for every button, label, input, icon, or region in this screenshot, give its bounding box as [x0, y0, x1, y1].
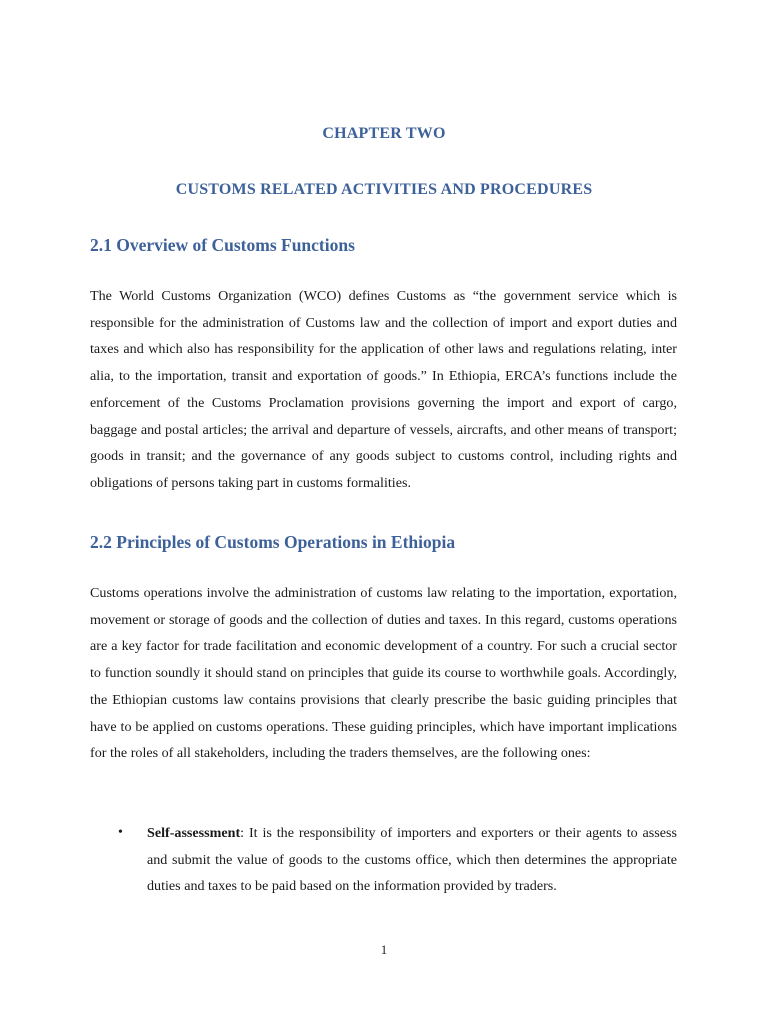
- bullet-term: Self-assessment: [147, 825, 241, 841]
- page-number: 1: [380, 943, 388, 957]
- bullet-marker: •: [118, 825, 123, 840]
- bullet-description: : It is the responsibility of importers and exporters or their agents to assess and submit the value of goods to the customs office, which then determines the appropriate duties and taxes to be paid based on the information provided by traders.: [147, 825, 677, 895]
- chapter-subtitle: CUSTOMS RELATED ACTIVITIES AND PROCEDURES: [175, 181, 593, 198]
- section-paragraph-overview: The World Customs Organization (WCO) defines Customs as “the government service which is responsible for the administration of Customs law and the collection of import and export duties and taxes and which also has responsibility for the application of other laws and regulations relating, inter alia, to the importation, transit and exportation of goods.” In Ethiopia, ERCA’s functions include the enforcement of the Customs Proclamation provisions governing the import and export of cargo, baggage and postal articles; the arrival and departure of vessels, aircrafts, and other means of transport; goods in transit; and the governance of any goods subject to customs control, including rights and obligations of persons taking part in customs formalities.: [90, 288, 677, 491]
- section-heading-principles: 2.2 Principles of Customs Operations in Ethiopia: [90, 532, 456, 552]
- section-paragraph-principles: Customs operations involve the administration of customs law relating to the importation, exportation, movement or storage of goods and the collection of duties and taxes. In this regard, customs operations are a key factor for trade facilitation and economic development of a country. For such a crucial sector to function soundly it should stand on principles that guide its course to worthwhile goals. Accordingly, the Ethiopian customs law contains provisions that clearly prescribe the basic guiding principles that have to be applied on customs operations. These guiding principles, which have important implications for the roles of all stakeholders, including the traders themselves, are the following ones:: [90, 585, 677, 762]
- section-heading-overview: 2.1 Overview of Customs Functions: [90, 235, 355, 255]
- chapter-title: CHAPTER TWO: [322, 125, 446, 142]
- bullet-text: [147, 820, 677, 900]
